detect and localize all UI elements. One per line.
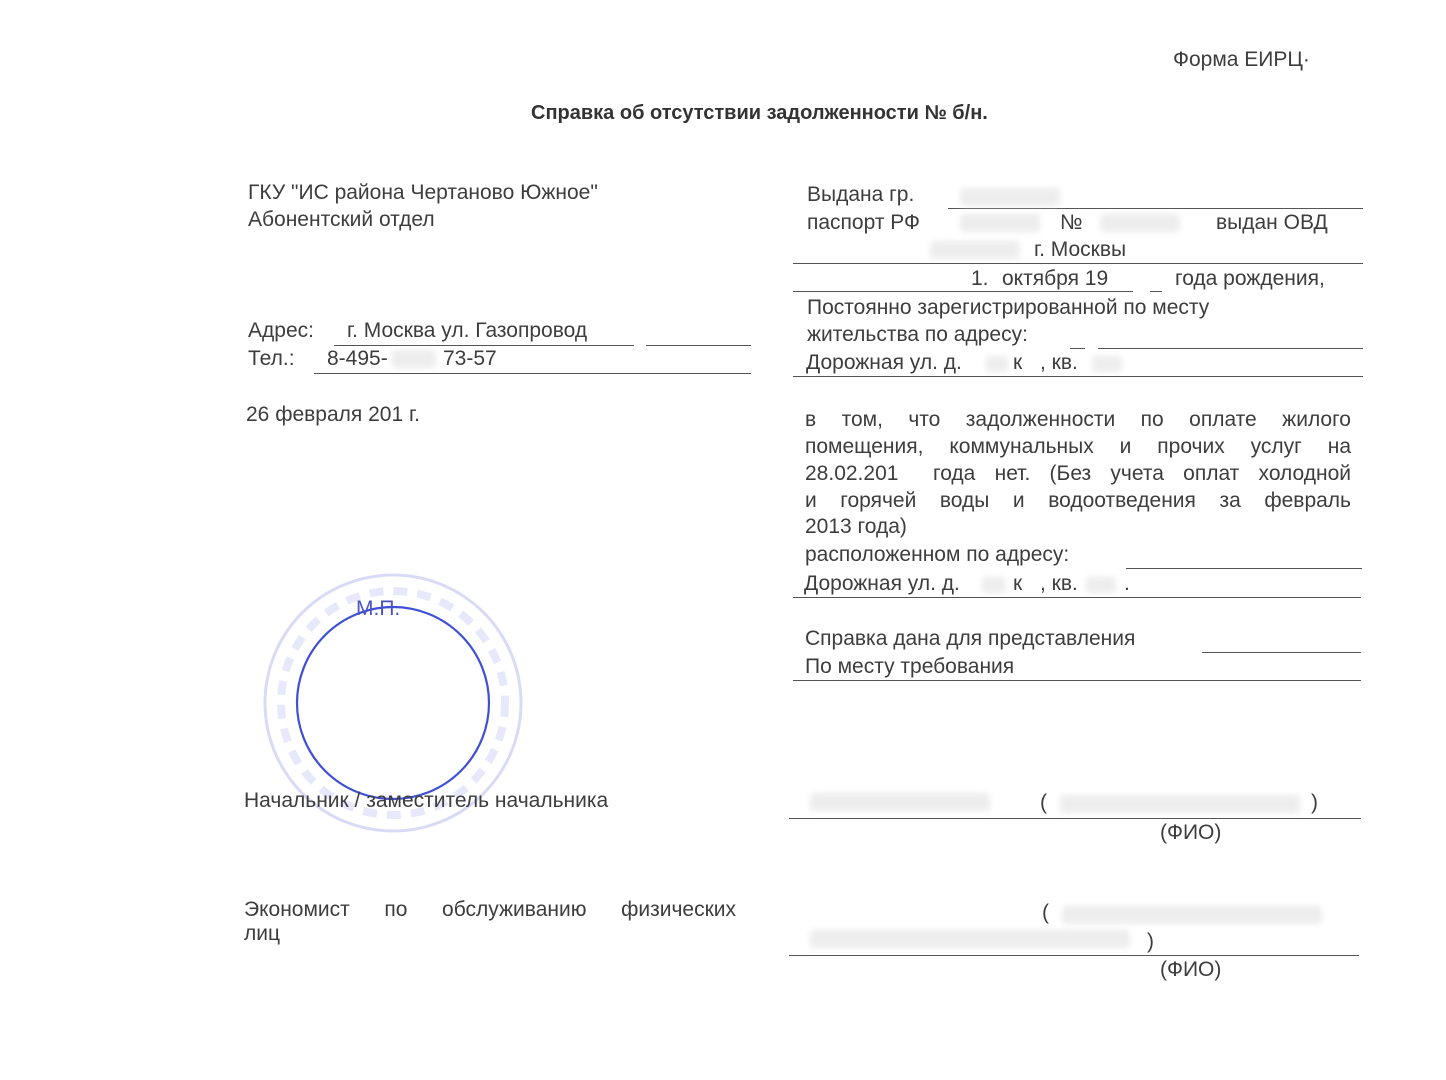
- redaction: [1060, 795, 1300, 813]
- chief-open-paren: (: [1040, 791, 1047, 814]
- redaction: [960, 214, 1040, 232]
- body-line2: помещения, коммунальных и прочих услуг на: [805, 435, 1351, 458]
- body-street-underline: [793, 597, 1361, 598]
- signature-redaction: [810, 930, 1130, 948]
- registration-line1: Постоянно зарегистрированной по месту: [807, 296, 1210, 319]
- street-k: к: [1013, 351, 1023, 374]
- body-street-dot: .: [1124, 572, 1130, 595]
- purpose-label: Справка дана для представления: [805, 627, 1136, 650]
- located-label: расположенном по адресу:: [805, 543, 1070, 566]
- body-line1: в том, что задолженности по оплате жилого: [805, 408, 1351, 431]
- document-title: Справка об отсутствии задолженности № б/н.: [531, 102, 988, 124]
- chief-title: Начальник / заместитель начальника: [244, 789, 609, 812]
- registration-line2: жительства по адресу:: [807, 323, 1028, 346]
- redaction: [930, 241, 1020, 259]
- body-line5: 2013 года): [805, 515, 907, 538]
- issued-to-label: Выдана гр.: [807, 183, 915, 206]
- purpose-value: По месту требования: [805, 655, 1015, 678]
- city: г. Москвы: [1034, 238, 1127, 261]
- chief-signature-line: [789, 818, 1361, 819]
- body-line4: и горячей воды и водоотведения за февраль: [805, 489, 1351, 512]
- passport-label: паспорт РФ: [807, 211, 921, 234]
- redaction: [392, 350, 436, 368]
- economist-close-paren: ): [1147, 930, 1154, 953]
- address-underline-2: [646, 345, 751, 346]
- redaction: [986, 356, 1008, 372]
- stamp-label: М.П.: [356, 597, 401, 620]
- body-line3-rest: года нет. (Без учета оплат холодной: [933, 462, 1351, 485]
- redaction: [982, 577, 1006, 593]
- number-sign: №: [1060, 211, 1083, 234]
- birth-suffix: года рождения,: [1175, 267, 1325, 290]
- phone-part2: 73-57: [443, 347, 497, 370]
- issuer-dept: Абонентский отдел: [248, 208, 435, 231]
- purpose-underline-2: [793, 680, 1361, 681]
- economist-fio-label: (ФИО): [1160, 958, 1222, 981]
- phone-part1: 8-495-: [327, 347, 388, 370]
- redaction: [960, 188, 1060, 206]
- redaction: [1086, 577, 1116, 593]
- redaction: [1092, 356, 1122, 372]
- street-underline: [793, 376, 1363, 377]
- redaction: [1062, 906, 1322, 924]
- phone-label: Тел.:: [248, 347, 295, 370]
- signature-redaction: [810, 793, 990, 811]
- birth-underline: [793, 291, 1133, 292]
- purpose-underline: [1202, 652, 1361, 653]
- address-label: Адрес:: [248, 319, 314, 342]
- phone-underline: [314, 373, 751, 374]
- street-d: Дорожная ул. д.: [806, 351, 962, 374]
- body-street-kv: , кв.: [1040, 572, 1078, 595]
- economist-signature-line: [789, 955, 1359, 956]
- chief-close-paren: ): [1311, 791, 1318, 814]
- chief-fio-label: (ФИО): [1160, 821, 1222, 844]
- passport-underline: [793, 263, 1363, 264]
- registration-underline: [1070, 348, 1085, 349]
- economist-title-line2: лиц: [244, 922, 281, 945]
- issue-date: 26 февраля 201 г.: [246, 403, 420, 426]
- economist-title-line1: Экономист по обслуживанию физических: [244, 898, 736, 921]
- redaction: [1100, 214, 1180, 232]
- name-underline: [948, 208, 1363, 209]
- issued-by-label: выдан ОВД: [1216, 211, 1328, 234]
- birth-underline-2: [1150, 291, 1162, 292]
- body-line3-date: 28.02.201: [805, 462, 899, 485]
- birth-day: 1.: [971, 267, 989, 290]
- economist-open-paren: (: [1042, 901, 1049, 924]
- address-value: г. Москва ул. Газопровод: [347, 319, 588, 342]
- located-underline: [1126, 568, 1362, 569]
- body-street-d: Дорожная ул. д.: [804, 572, 960, 595]
- birth-month-year: октября 19: [1002, 267, 1109, 290]
- street-kv: , кв.: [1040, 351, 1078, 374]
- body-street-k: к: [1013, 572, 1023, 595]
- registration-underline-2: [1098, 348, 1363, 349]
- form-code: Форма ЕИРЦ·: [1173, 48, 1310, 71]
- issuer-org: ГКУ "ИС района Чертаново Южное": [248, 181, 598, 204]
